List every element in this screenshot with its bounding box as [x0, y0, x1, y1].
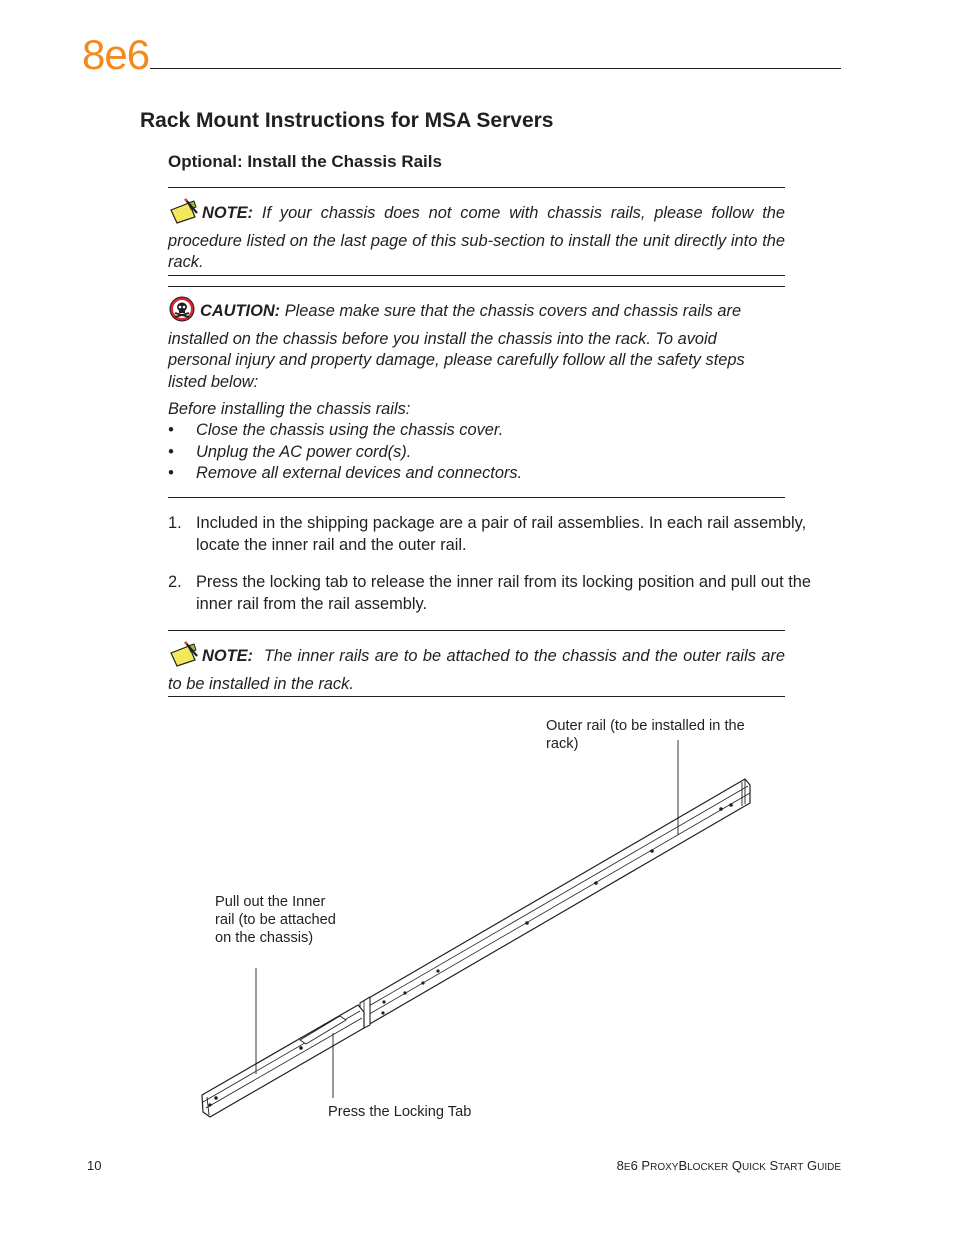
inner-rail-label-line: Pull out the Inner: [215, 894, 326, 910]
step-text: Press the locking tab to release the inner rail from its locking position and pull out the inner rail from the rail assembly.: [196, 573, 811, 613]
note1-text: If your chassis does not come with chassis rails, please follow the procedure listed on the last page of this sub-section to install the unit directly into the rack.: [168, 204, 786, 272]
guide-title: 8E6 PROXYBLOCKER QUICK START GUIDE: [616, 1158, 841, 1173]
rail-hole: [208, 1103, 211, 1106]
caution-line-2: installed on the chassis before you install the chassis into the rack. To avoid: [168, 329, 717, 348]
rail-hole: [381, 1011, 384, 1014]
rail-hole: [525, 921, 529, 925]
step-number: 1.: [168, 514, 182, 532]
rail-hole: [729, 803, 733, 807]
rail-hole: [719, 807, 723, 811]
bullet-glyph: •: [168, 421, 174, 439]
rail-hole: [299, 1046, 303, 1050]
locking-tab-label: Press the Locking Tab: [328, 1104, 472, 1120]
outer-rail-label-line: rack): [546, 736, 579, 752]
rail-hole: [594, 881, 598, 885]
bullet-text: Unplug the AC power cord(s).: [196, 443, 412, 461]
caution-line-3: personal injury and property damage, please carefully follow all the safety steps: [168, 351, 745, 370]
rail-hole: [650, 849, 654, 853]
outer-rail-label: [546, 717, 745, 753]
inner-rail-label-line: on the chassis): [215, 930, 314, 946]
inner-rail-label: [215, 893, 336, 947]
rail-hole: [421, 981, 424, 984]
note2-label: NOTE:: [202, 647, 253, 665]
step-text: Included in the shipping package are a pair of rail assemblies. In each rail assembly, locate the inner rail and the outer rail.: [196, 514, 807, 554]
caution-line-4: listed below:: [168, 372, 259, 391]
inner-rail-label-line: rail (to be attached: [215, 912, 336, 928]
caution-line-1: Please make sure that the chassis covers and chassis rails are: [284, 302, 742, 320]
rail-hole: [436, 969, 439, 972]
note2-text: The inner rails are to be attached to the chassis and the outer rails are to be installed in the rack.: [168, 647, 786, 693]
step-number: 2.: [168, 573, 182, 591]
bullet-glyph: •: [168, 443, 174, 461]
rail-hole: [382, 1000, 385, 1003]
bullet-glyph: •: [168, 464, 174, 482]
bullet-text: Close the chassis using the chassis cover.: [196, 421, 504, 439]
page-title: Rack Mount Instructions for MSA Servers: [140, 109, 554, 132]
brand-logo: 8e6: [82, 31, 150, 78]
caution-before-text: Before installing the chassis rails:: [168, 400, 411, 418]
rail-hole: [214, 1096, 218, 1100]
outer-rail-label-line: Outer rail (to be installed in the: [546, 718, 745, 734]
page-number: 10: [87, 1158, 102, 1173]
inner-rail-edge: [206, 1018, 362, 1108]
caution-label: CAUTION:: [200, 302, 281, 320]
note1-label: NOTE:: [202, 204, 253, 222]
bullet-text: Remove all external devices and connectors.: [196, 464, 523, 482]
outer-rail: [362, 779, 750, 1025]
section-subtitle: Optional: Install the Chassis Rails: [168, 152, 442, 171]
outer-rail-edge: [362, 786, 748, 1010]
rail-hole: [403, 991, 406, 994]
